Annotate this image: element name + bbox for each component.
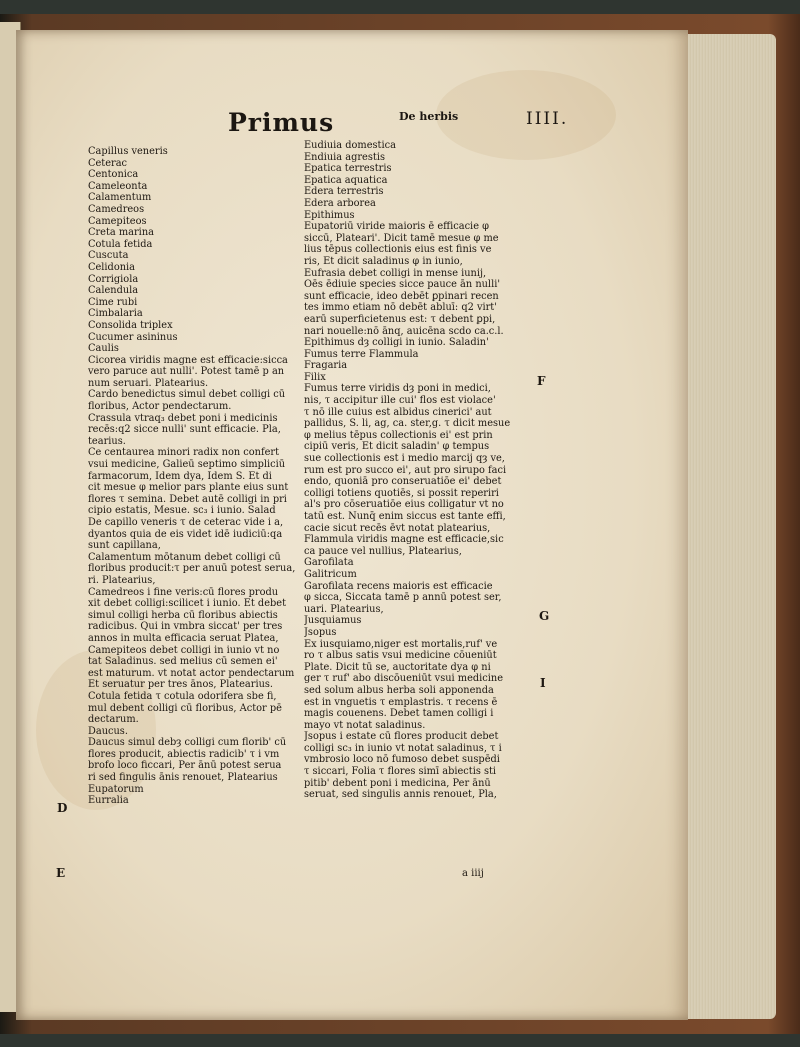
margin-letter-i: I <box>540 676 546 690</box>
text-line: Crassula vtraq₃ debet poni i medicinis <box>88 412 278 424</box>
text-line: ri. Platearius, <box>88 574 156 586</box>
text-line: cit mesue φ melior pars plante eius sunt <box>88 482 289 494</box>
text-line: Cameleonta <box>88 180 148 192</box>
text-line: colligi sc₃ in iunio vt notat saladinus, τ i <box>304 742 502 754</box>
text-line: Corrigiola <box>88 273 139 285</box>
text-line: Caulis <box>88 343 119 355</box>
text-line: sunt capillana, <box>88 540 161 552</box>
text-line: flores producit, abiectis radicib' τ i vm <box>88 748 280 760</box>
text-line: τ siccari, Folia τ flores simī abiectis sti <box>304 766 497 778</box>
text-line: vero paruce aut nulli'. Potest tamē p an <box>88 366 285 378</box>
text-line: seruat̄, sed singulis annis renouet, Pla, <box>304 789 497 801</box>
text-line: cipiū veris, Et dicit saladin' φ tempus <box>304 441 490 453</box>
text-line: Epithimus dȝ colligi in iunio. Saladin' <box>304 337 489 349</box>
page-stack-edges <box>680 34 776 1019</box>
text-line: pitib' debent poni i medicina, Per ānū <box>304 777 491 789</box>
text-line: Camedreos <box>88 203 145 215</box>
margin-letter-e: E <box>56 866 66 880</box>
text-line: uari. Platearius, <box>304 603 384 615</box>
text-line: Capillus veneris <box>88 146 168 157</box>
text-line: De capillo veneris τ de ceterac vide i a, <box>88 517 284 528</box>
text-line: tat Saladinus. sed melius cū semen ei' <box>88 656 278 668</box>
text-line: floribus producit:τ per anuū potest serua, <box>88 563 296 575</box>
text-line: cacie sicut recēs ēvt notat platearius, <box>304 522 491 534</box>
text-line: tes immo etiam nō debēt abluī: q2 virt' <box>304 302 497 314</box>
text-line: Ceterac <box>88 157 128 169</box>
text-line: Jusquiamus <box>304 615 362 627</box>
text-line: Edera terrestris <box>304 186 384 198</box>
text-line: Cucumer asininus <box>88 331 178 343</box>
text-line: Epatica aquatica <box>304 174 388 186</box>
left-text-column <box>88 146 300 807</box>
text-line: Oēs ēdiuie species sicce pauce ān nulli' <box>304 279 501 291</box>
text-line: Creta marina <box>88 227 154 239</box>
text-line: Jsopus i estate cū flores producit debet <box>304 731 499 743</box>
text-line: Celidonia <box>88 261 136 273</box>
text-line: colligi totiens quotiēs, si possit reperiri <box>304 487 499 499</box>
text-line: Calamentum mōtanum debet colligi cū <box>88 551 281 563</box>
folio-number: IIII. <box>526 109 569 129</box>
text-line: Centonica <box>88 169 139 181</box>
margin-letter-g: G <box>539 609 550 623</box>
text-line: Jsopus <box>304 626 337 638</box>
text-line: dectarum. <box>88 714 139 726</box>
text-line: Eurralia <box>88 795 129 807</box>
right-text-column <box>304 140 542 801</box>
text-line: ger τ ruf' abo discōueniūt vsui medicine <box>304 673 504 685</box>
text-line: vmbrosio loco nō fumoso debet suspēdi <box>304 754 500 766</box>
text-line: Fragaria <box>304 360 348 372</box>
text-line: φ melius tēpus collectionis ei' est prin <box>304 429 493 441</box>
text-line: Calamentum <box>88 192 152 204</box>
text-line: Epatica terrestris <box>304 163 392 175</box>
text-line: lius tēpus collectionis eius est finis ve <box>304 244 492 256</box>
text-line: Plate. Dicit tū se, auctoritate dya φ ni <box>304 661 491 673</box>
text-line: siccū, Plateari'. Dicit tamē mesue φ me <box>304 232 499 244</box>
text-line: Et seruatur per tres ānos, Platearius. <box>88 679 274 691</box>
text-line: Ex iusquiamo,niger est mortalis,ruf' ve <box>304 638 498 650</box>
text-line: Cuscuta <box>88 250 129 262</box>
text-line: Garofilata recens maioris est efficacie <box>304 580 493 592</box>
text-line: Daucus. <box>88 725 128 737</box>
text-line: simul colligi herba cū floribus abiectis <box>88 609 278 621</box>
text-line: vsui medicine, Galieū septimo simpliciū <box>88 459 286 471</box>
text-line: Flammula viridis magne est efficacie,sic <box>304 534 504 546</box>
text-line: cipio estatis, Mesue. sc₃ i iunio. Salad <box>88 505 276 517</box>
text-line: brofo loco ficcari, Per ānū potest serua <box>88 760 282 772</box>
text-line: mayo vt notat saladinus. <box>304 719 426 731</box>
text-line: xit debet colligi:scilicet i iunio. Et debet <box>88 598 287 610</box>
text-line: Daucus simul debȝ colligi cum florib' cū <box>88 737 287 749</box>
text-line: floribus, Actor pendectarum. <box>88 401 232 413</box>
text-line: Edera arborea <box>304 197 376 209</box>
text-line: mul debent colligi cū floribus, Actor pē <box>88 702 282 714</box>
text-line: pallidus, S. li, ag, ca. ster,g. τ dicit mesue <box>304 418 511 430</box>
text-line: Consolida triplex <box>88 319 173 331</box>
text-line: sunt efficacie, ideo debēt ꝑpinari recen <box>304 290 499 302</box>
text-line: Eudiuia domestica <box>304 140 396 151</box>
text-line: τ nō ille cuius est albidus cinerici' aut <box>304 406 492 418</box>
text-line: endo, quoniā pro conseruatiōe ei' debet <box>304 476 502 488</box>
text-line: al's pro cōseruatiōe eius colligatur vt no <box>304 499 504 511</box>
text-line: Garofilata <box>304 557 354 569</box>
text-line: est in vnguetis τ emplastris. τ recens ē <box>304 696 498 708</box>
text-line: farmacorum, Idem dya, Idem S. Et di <box>88 470 272 482</box>
margin-letter-d: D <box>57 801 68 815</box>
text-line: earū superficietenus est: τ debent ꝑpi, <box>304 313 496 325</box>
text-line: φ sicca, Siccata tamē p annū potest ser, <box>304 592 502 604</box>
text-line: Epithimus <box>304 209 355 221</box>
text-line: Endiuia agrestis <box>304 151 385 163</box>
text-line: rum est pro succo ei', aut pro sirupo faci <box>304 464 507 476</box>
text-line: Camepiteos debet colligi in iunio vt no <box>88 644 280 656</box>
text-line: Cardo benedictus simul debet colligi cū <box>88 389 286 401</box>
text-line: Cotula fetida <box>88 238 153 250</box>
text-line: flores τ semina. Debet autē colligi in pri <box>88 493 287 505</box>
text-line: ca pauce vel nullius, Platearius, <box>304 545 462 557</box>
text-line: nari nouelle:nō ānq, auicēna scdo ca.c.l. <box>304 325 504 337</box>
text-line: Cotula fetida τ cotula odorifera sbe fi, <box>88 690 277 702</box>
text-line: Camepiteos <box>88 215 147 227</box>
text-line: recēs:q2 sicce nulli' sunt efficacie. Pla, <box>88 424 281 436</box>
text-line: Ce centaurea minori radix non confert <box>88 447 280 459</box>
text-line: magis couenens. Debet tamen colligi i <box>304 708 494 720</box>
text-line: ris, Et dicit saladinus φ in iunio, <box>304 255 463 267</box>
signature-mark: a iiij <box>462 868 484 879</box>
page-title: Primus <box>228 108 335 137</box>
text-line: Cicorea viridis magne est efficacie:sicca <box>88 354 288 366</box>
text-line: est maturum. vt notat actor pendectarum <box>88 667 295 679</box>
text-line: annos in multa efficacia seruat Platea, <box>88 632 279 644</box>
text-line: Eufrasia debet colligi in mense iunij, <box>304 267 487 279</box>
text-line: ri sed fingulis ānis renouet, Platearius <box>88 772 278 784</box>
margin-letter-f: F <box>537 374 546 388</box>
text-line: dyantos quia de eis videt idē iudiciū:qa <box>88 528 283 540</box>
text-line: tatū est. Nunq̄ enim siccus est tante effi, <box>304 511 506 522</box>
text-line: ro τ albus satis vsui medicine cōueniūt <box>304 650 497 662</box>
text-line: Eupatoriū viride maioris ē efficacie φ <box>304 221 489 233</box>
text-line: Filix <box>304 371 326 383</box>
text-line: Calendula <box>88 285 139 297</box>
text-line: num seruari. Platearius. <box>88 377 209 389</box>
text-line: Galitricum <box>304 568 357 580</box>
text-line: tearius. <box>88 435 126 447</box>
text-line: sue collectionis est i medio marcij qȝ ve, <box>304 453 505 465</box>
text-line: nis, τ accipitur ille cui' flos est violace' <box>304 395 496 407</box>
text-line: Eupatorum <box>88 783 144 795</box>
running-header: De herbis <box>399 110 459 123</box>
text-line: Cimbalaria <box>88 308 143 320</box>
text-line: Cime rubi <box>88 296 138 308</box>
text-line: sed solum albus herba soli apponenda <box>304 684 494 696</box>
text-line: Camedreos i fine veris:cū flores produ <box>88 586 279 598</box>
text-line: radicibus. Qui in vmbra siccat' per tres <box>88 621 283 633</box>
text-line: Fumus terre viridis dȝ poni in medici, <box>304 383 491 395</box>
text-line: Fumus terre Flammula <box>304 348 419 360</box>
